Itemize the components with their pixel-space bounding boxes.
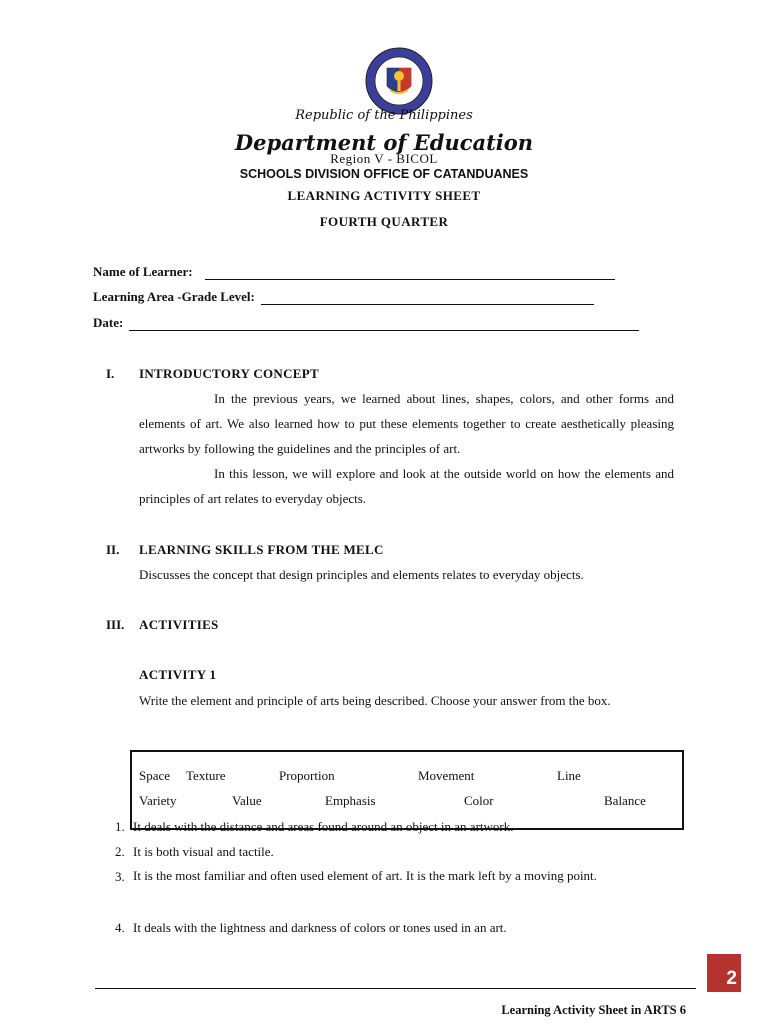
choice-item: Balance xyxy=(604,793,646,808)
area-blank[interactable] xyxy=(261,292,594,305)
section-1-title: INTRODUCTORY CONCEPT xyxy=(139,366,319,381)
section-2-paragraph: Discusses the concept that design principles and elements relates to everyday objects. xyxy=(139,567,584,582)
item-text: It deals with the distance and areas found around an object in an artwork. xyxy=(133,819,514,834)
name-label: Name of Learner: xyxy=(93,264,193,279)
quarter-title: FOURTH QUARTER xyxy=(319,214,449,229)
item-text: It deals with the lightness and darkness of colors or tones used in an art. xyxy=(133,920,507,935)
section-3-title: ACTIVITIES xyxy=(139,617,219,632)
choice-item: Texture xyxy=(186,768,226,783)
choice-item: Movement xyxy=(418,768,475,783)
section-3-number: III. xyxy=(106,617,125,632)
page-number: 2 xyxy=(707,954,741,992)
date-field[interactable] xyxy=(93,315,639,331)
date-blank[interactable] xyxy=(129,318,639,331)
division-line: SCHOOLS DIVISION OFFICE OF CATANDUANES xyxy=(239,167,529,181)
area-label: Learning Area -Grade Level: xyxy=(93,289,255,304)
section-1-paragraph-2: In this lesson, we will explore and look at the outside world on how the elements and principles of art relates to everyday objects. xyxy=(139,466,674,506)
choice-item: Line xyxy=(557,768,581,783)
section-2-title: LEARNING SKILLS FROM THE MELC xyxy=(139,542,384,557)
name-blank[interactable] xyxy=(205,267,615,280)
item-number: 1. xyxy=(115,819,125,834)
choice-item: Emphasis xyxy=(325,793,376,808)
choice-item: Color xyxy=(464,793,494,808)
footer-label: Learning Activity Sheet in ARTS 6 xyxy=(501,1003,686,1017)
choices-box xyxy=(130,750,684,830)
deped-seal-icon xyxy=(364,46,434,116)
choice-item: Space xyxy=(139,768,171,783)
region-line: Region V - BICOL xyxy=(330,151,438,166)
name-field[interactable] xyxy=(93,264,615,280)
item-number: 3. xyxy=(115,869,125,884)
section-1-number: I. xyxy=(106,366,115,381)
choice-item: Variety xyxy=(139,793,177,808)
republic-line: Republic of the Philippines xyxy=(295,108,473,123)
section-2-number: II. xyxy=(106,542,120,557)
sheet-title: LEARNING ACTIVITY SHEET xyxy=(287,188,481,203)
section-1-paragraph-1: In the previous years, we learned about lines, shapes, colors, and other forms and elements of art. We also learned how to put these elements together to create aesthetically pleasing artworks by following the guidelines and the principles of art. xyxy=(139,391,674,456)
footer-rule xyxy=(95,988,696,989)
item-text: It is both visual and tactile. xyxy=(133,844,274,859)
area-field[interactable] xyxy=(93,289,594,305)
activity-1-instruction: Write the element and principle of arts being described. Choose your answer from the box. xyxy=(139,693,611,708)
choice-item: Value xyxy=(232,793,262,808)
item-number: 2. xyxy=(115,844,125,859)
activity-1-title: ACTIVITY 1 xyxy=(139,667,217,682)
choice-item: Proportion xyxy=(279,768,335,783)
item-number: 4. xyxy=(115,920,125,935)
date-label: Date: xyxy=(93,315,124,330)
department-title: Department of Education xyxy=(234,130,534,155)
item-text: It is the most familiar and often used element of art. It is the mark left by a moving point. xyxy=(133,868,597,883)
